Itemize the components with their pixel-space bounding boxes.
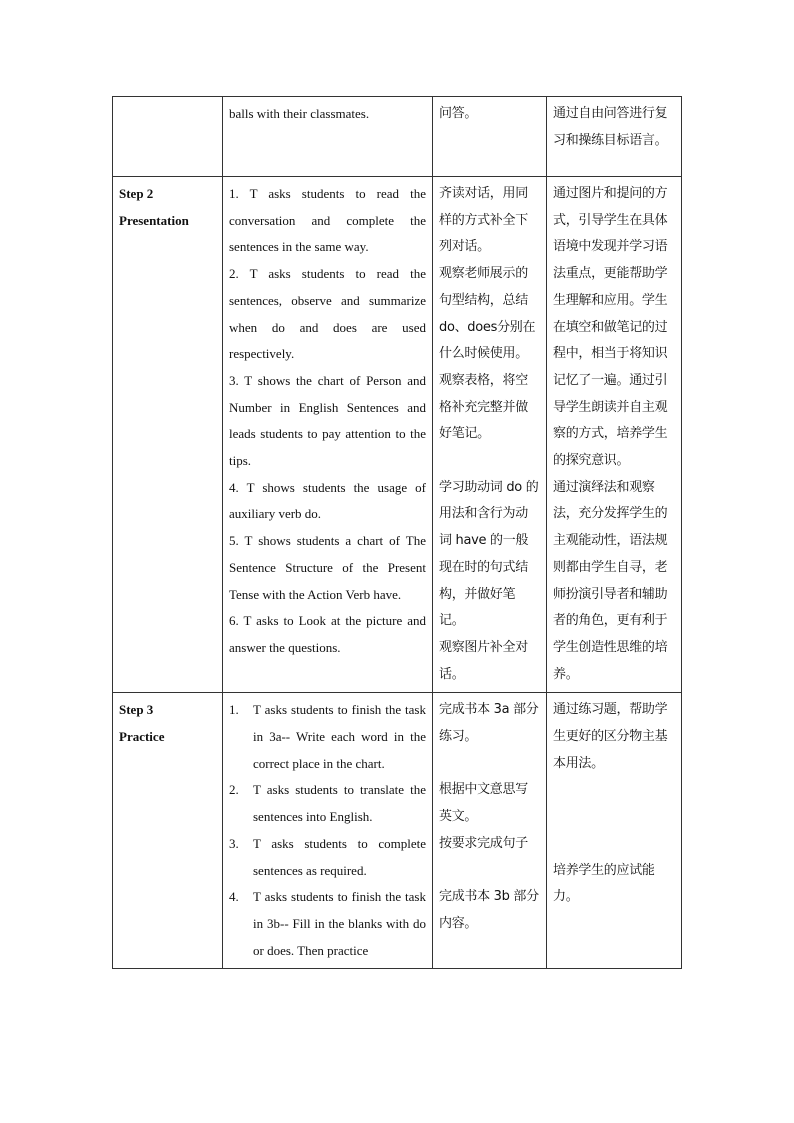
teacher-task-item [229,777,426,830]
teacher-task-item [229,884,426,964]
student-activity-text: 根据中文意思写英文。 [439,782,528,825]
teacher-task-item: 3. T shows the chart of Person and Number in English Sentences and leads students to pay attention to the tips. [229,372,426,469]
step-label: Step 2 [119,186,154,201]
teacher-task-list [229,181,426,662]
spacer [439,751,540,778]
spacer [439,858,540,885]
step-label: Step 3 [119,702,154,718]
teacher-activity-cell [223,693,433,969]
teacher-task-item: 2. T asks students to read the sentences, observe and summarize when do and does are used respectively. [229,266,426,362]
design-purpose-text: 通过图片和提问的方式，引导学生在具体语境中发现并学习语法重点，更能帮助学生理解和应用。学生在填空和做笔记的过程中，相当于将知识记忆了一遍。通过引导学生朗读并自主观察的方式，培养学生的探究意识。 [553,186,668,469]
teacher-activity-cell [223,177,433,693]
student-activity-text: 学习助动词 do 的用法和含行为动词 have 的一般现在时的句式结构，并做好笔记。 [439,479,539,629]
design-purpose-text: 通过练习题，帮助学生更好的区分物主基本用法。 [553,702,668,771]
design-purpose-cell [547,177,682,693]
task-text: T asks students to finish the task in 3a-- Write each word in the correct place in the chart. [253,702,426,771]
student-activity-text: 观察表格，将空格补充完整并做好笔记。 [439,372,528,442]
student-activity-text: 齐读对话，用同样的方式补全下列对话。 [439,186,528,255]
student-activity-text: 完成书本 3b 部分内容。 [439,889,539,931]
design-purpose-text: 培养学生的应试能力。 [553,862,655,905]
design-purpose-text: 通过自由问答进行复习和操练目标语言。 [553,106,668,148]
student-activity-cell [433,693,547,969]
table-row [113,177,682,693]
task-number: 1. [229,702,239,718]
teacher-activity-cell [223,97,433,177]
teacher-task-item: 6. T asks to Look at the picture and answer the questions. [229,613,426,655]
teacher-activity-text: balls with their classmates. [229,106,370,121]
teacher-task-item: 1. T asks students to read the conversation and complete the sentences in the same way. [229,186,426,255]
student-activity-text: 问答。 [439,106,478,121]
task-text: T asks students to finish the task in 3b-- Fill in the blanks with do or does. Then practice [253,889,426,958]
spacer [553,831,675,858]
step-cell [113,177,223,693]
student-activity-text: 观察老师展示的句型结构，总结do、does分别在什么时候使用。 [439,266,536,362]
step-title: Practice [119,729,165,745]
step-cell [113,97,223,177]
spacer [439,448,540,475]
table-row [113,97,682,177]
task-number: 2. [229,782,239,798]
student-activity-cell [433,177,547,693]
design-purpose-cell [547,693,682,969]
design-purpose-cell [547,97,682,177]
student-activity-text: 完成书本 3a 部分练习。 [439,702,539,745]
step-cell [113,693,223,969]
design-purpose-text: 通过演绎法和观察法，充分发挥学生的主观能动性，语法规则都由学生自寻，老师扮演引导者和辅助者的角色，更有利于学生创造性思维的培养。 [553,479,668,682]
teacher-task-item: 5. T shows students a chart of The Sentence Structure of the Present Tense with the Action Verb have. [229,533,426,602]
task-number: 4. [229,889,239,905]
task-text: T asks students to translate the sentences into English. [253,782,426,825]
task-text: T asks students to complete sentences as required. [253,835,426,878]
lesson-plan-table [112,96,682,969]
step-title: Presentation [119,212,189,228]
task-number: 3. [229,835,239,851]
table-row [113,693,682,969]
spacer [553,804,675,831]
student-activity-cell [433,97,547,177]
teacher-task-item [229,831,426,884]
spacer [553,777,675,804]
teacher-task-item: 4. T shows students the usage of auxiliary verb do. [229,479,426,522]
teacher-task-item [229,697,426,777]
teacher-task-list [229,697,426,964]
student-activity-text: 按要求完成句子 [439,835,528,851]
student-activity-text: 观察图片补全对话。 [439,639,528,682]
